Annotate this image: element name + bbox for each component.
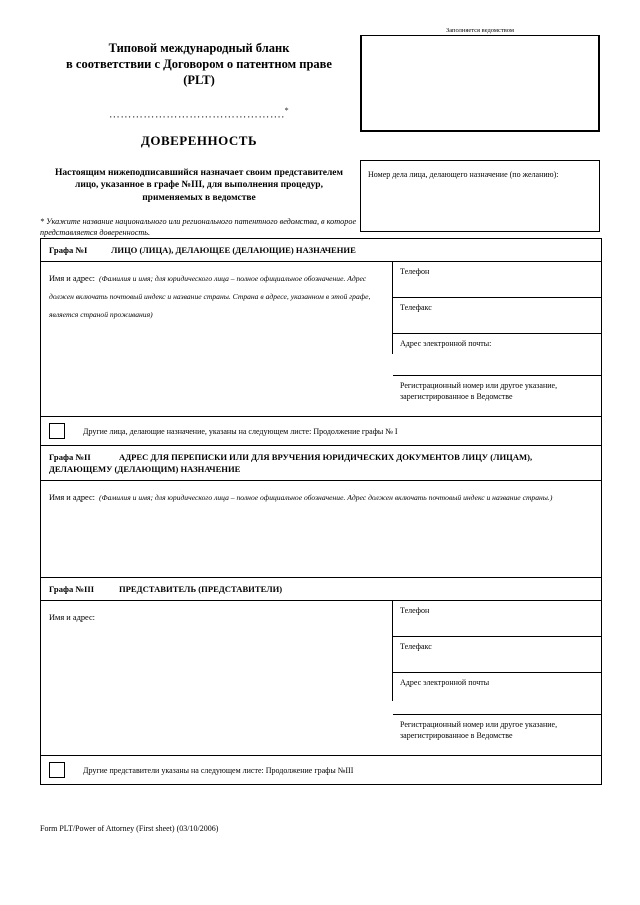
- section-1-registration-label: Регистрационный номер или другое указание, зарегистрированное в Ведомстве: [400, 381, 558, 401]
- section-1-continuation-label: Другие лица, делающие назначение, указаны на следующем листе: Продолжение графы № I: [83, 426, 398, 436]
- section-1-fax-field[interactable]: [393, 298, 601, 334]
- section-3-continuation-label: Другие представители указаны на следующем листе: Продолжение графы №III: [83, 765, 354, 775]
- section-1-contacts: [393, 262, 601, 416]
- case-number-box[interactable]: [360, 160, 600, 232]
- section-1-name-address-field[interactable]: [41, 262, 393, 354]
- section-1-band: [41, 239, 601, 262]
- section-1-body: [41, 262, 601, 417]
- section-2-number: Графа №II: [49, 452, 91, 462]
- section-3-phone-field[interactable]: [393, 601, 601, 637]
- section-1-phone-field[interactable]: [393, 262, 601, 298]
- section-2-name-hint: (Фамилия и имя; для юридического лица – полное официальное обозначение. Адрес должен включать почтовый индекс и название страны.): [99, 493, 553, 502]
- section-3-phone-label: Телефон: [400, 606, 430, 615]
- section-3-registration-field[interactable]: [393, 715, 601, 755]
- section-2-name-label: Имя и адрес:: [49, 493, 96, 502]
- section-1-title: ЛИЦО (ЛИЦА), ДЕЛАЮЩЕЕ (ДЕЛАЮЩИЕ) НАЗНАЧЕНИЕ: [111, 245, 356, 255]
- section-3-contacts: [393, 601, 601, 755]
- page-title: [40, 40, 358, 88]
- section-1-continuation-row[interactable]: [41, 417, 601, 446]
- section-2-title: АДРЕС ДЛЯ ПЕРЕПИСКИ ИЛИ ДЛЯ ВРУЧЕНИЯ ЮРИДИЧЕСКИХ ДОКУМЕНТОВ ЛИЦУ (ЛИЦАМ), ДЕЛАЮЩЕМУ (ДЕЛАЮЩИМ) НАЗНАЧЕНИЕ: [49, 452, 533, 474]
- section-1-name-label: Имя и адрес:: [49, 274, 96, 283]
- section-3-continuation-row[interactable]: [41, 756, 601, 784]
- office-use-box-label-text: Заполняется ведомством: [442, 26, 518, 35]
- office-name-blank-line: [40, 106, 358, 121]
- section-3-fax-label: Телефакс: [400, 642, 432, 651]
- section-3-title: ПРЕДСТАВИТЕЛЬ (ПРЕДСТАВИТЕЛИ): [119, 584, 283, 594]
- section-1-name-hint: (Фамилия и имя; для юридического лица – полное официальное обозначение. Адрес должен включать почтовый индекс и название страны. Страна в адресе, указанном в этой графе, является страной проживания): [49, 274, 371, 319]
- title-line-3: (PLT): [183, 73, 215, 87]
- section-3-band: [41, 578, 601, 601]
- section-3-body: [41, 601, 601, 756]
- intro-paragraph: Настоящим нижеподписавшийся назначает своим представителем лицо, указанное в графе №III, для выполнения процедур, применяемых в ведомстве: [55, 167, 343, 203]
- dotted-rule: ……………………………………….: [108, 108, 285, 121]
- section-3-number: Графа №III: [49, 584, 95, 594]
- section-1-number: Графа №I: [49, 245, 88, 255]
- case-number-label: Номер дела лица, делающего назначение (по желанию):: [368, 170, 559, 179]
- section-3-fax-field[interactable]: [393, 637, 601, 673]
- section-1-registration-field[interactable]: [393, 376, 601, 416]
- section-1-email-field[interactable]: [393, 334, 601, 376]
- section-2-name-address-field[interactable]: [41, 481, 601, 577]
- section-1-email-label: Адрес электронной почты:: [400, 339, 492, 348]
- section-1-continuation-checkbox[interactable]: [49, 423, 65, 439]
- section-2-band: [41, 446, 601, 481]
- document-header: [40, 27, 602, 238]
- office-use-box[interactable]: [360, 34, 600, 132]
- section-1-phone-label: Телефон: [400, 267, 430, 276]
- section-2-body: [41, 481, 601, 578]
- title-line-2: в соответствии с Договором о патентном праве: [66, 57, 332, 71]
- document-type-heading: ДОВЕРЕННОСТЬ: [140, 132, 258, 148]
- form-footer: Form PLT/Power of Attorney (First sheet) (03/10/2006): [40, 824, 219, 833]
- section-3-email-label: Адрес электронной почты: [400, 678, 490, 687]
- footnote-marker: *: [284, 106, 290, 115]
- section-3-registration-label: Регистрационный номер или другое указание, зарегистрированное в Ведомстве: [400, 720, 558, 740]
- section-3-email-field[interactable]: [393, 673, 601, 715]
- title-column: [40, 32, 358, 238]
- section-3-continuation-checkbox[interactable]: [49, 762, 65, 778]
- form-table: [40, 238, 602, 785]
- footnote-text: * Укажите название национального или регионального патентного ведомства, в которое представляется доверенность.: [40, 217, 357, 238]
- office-use-box-label: [360, 26, 600, 35]
- section-1-fax-label: Телефакс: [400, 303, 432, 312]
- section-3-name-label: Имя и адрес:: [49, 613, 96, 622]
- title-line-1: Типовой международный бланк: [108, 41, 290, 55]
- section-3-name-address-field[interactable]: [41, 601, 393, 701]
